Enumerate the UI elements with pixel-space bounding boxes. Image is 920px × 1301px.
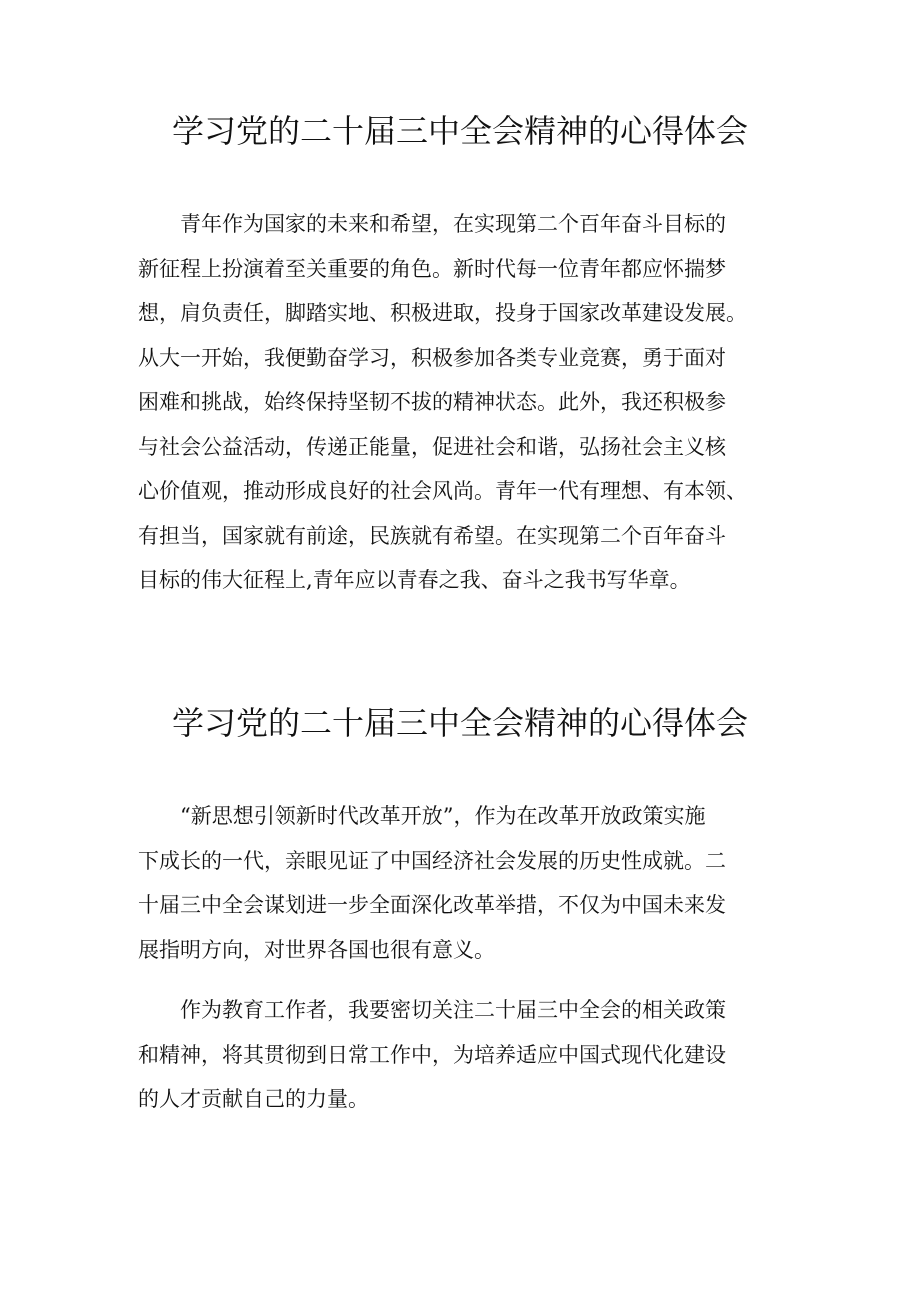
paragraph-line: 想，肩负责任，脚踏实地、积极进取，投身于国家改革建设发展。 xyxy=(138,301,747,325)
section-2-paragraph-2 xyxy=(138,988,798,1122)
paragraph-line: 的人才贡献自己的力量。 xyxy=(138,1087,369,1111)
paragraph-line: 青年作为国家的未来和希望，在实现第二个百年奋斗目标的 xyxy=(138,212,726,236)
paragraph-line: 困难和挑战，始终保持坚韧不拔的精神状态。此外，我还积极参 xyxy=(138,390,726,414)
paragraph-line: “新思想引领新时代改革开放”，作为在改革开放政策实施 xyxy=(138,804,706,828)
section-2-title: 学习党的二十届三中全会精神的心得体会 xyxy=(171,704,748,742)
paragraph-line: 有担当，国家就有前途，民族就有希望。在实现第二个百年奋斗 xyxy=(138,523,726,548)
section-1-title: 学习党的二十届三中全会精神的心得体会 xyxy=(171,112,748,150)
paragraph-line: 目标的伟大征程上,青年应以青春之我、奋斗之我书写华章。 xyxy=(138,568,691,592)
section-1-paragraph xyxy=(138,202,798,603)
paragraph-line: 十届三中全会谋划进一步全面深化改革举措，不仅为中国未来发 xyxy=(138,893,726,917)
paragraph-line: 展指明方向，对世界各国也很有意义。 xyxy=(138,937,495,962)
paragraph-line: 下成长的一代，亲眼见证了中国经济社会发展的历史性成就。二 xyxy=(138,848,726,873)
paragraph-line: 与社会公益活动，传递正能量，促进社会和谐，弘扬社会主义核 xyxy=(138,434,726,459)
paragraph-line: 新征程上扮演着至关重要的角色。新时代每一位青年都应怀揣梦 xyxy=(138,256,726,281)
paragraph-line: 和精神，将其贯彻到日常工作中，为培养适应中国式现代化建设 xyxy=(138,1042,726,1067)
paragraph-line: 作为教育工作者，我要密切关注二十届三中全会的相关政策 xyxy=(138,998,726,1022)
paragraph-line: 心价值观，推动形成良好的社会风尚。青年一代有理想、有本领、 xyxy=(138,479,747,503)
paragraph-line: 从大一开始，我便勤奋学习，积极参加各类专业竞赛，勇于面对 xyxy=(138,345,726,370)
section-2-paragraph-1 xyxy=(138,794,798,972)
